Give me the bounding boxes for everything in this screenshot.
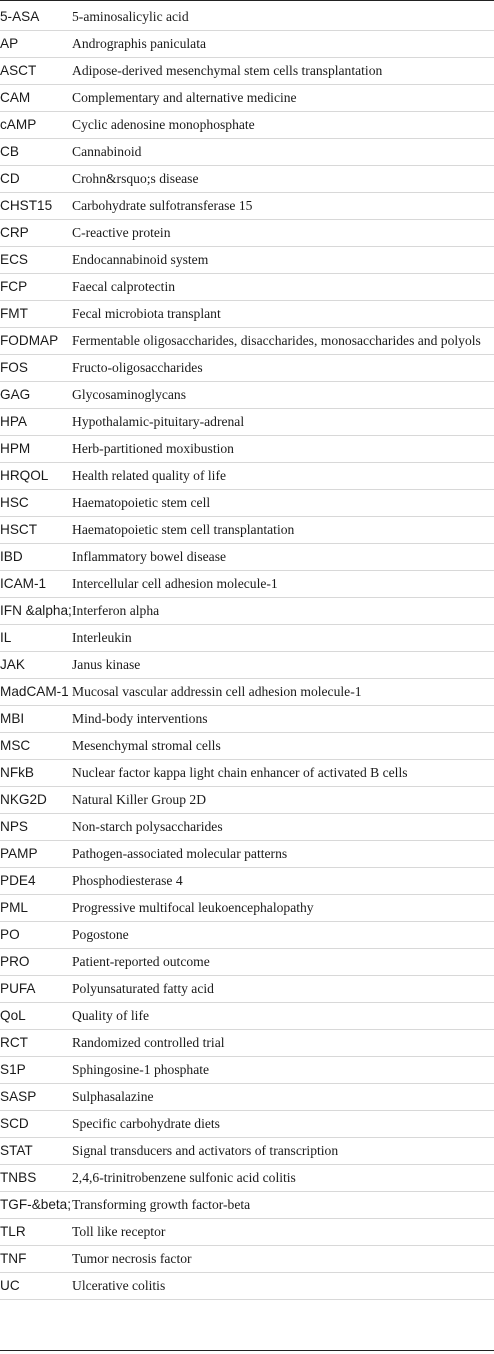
abbreviation-definition: Health related quality of life xyxy=(72,463,494,490)
abbreviation-term: SCD xyxy=(0,1111,72,1138)
table-row xyxy=(0,1165,494,1192)
abbreviation-definition: Non-starch polysaccharides xyxy=(72,814,494,841)
abbreviation-term: MadCAM-1 xyxy=(0,679,72,706)
abbreviation-definition: Mind-body interventions xyxy=(72,706,494,733)
abbreviation-term: NKG2D xyxy=(0,787,72,814)
table-row xyxy=(0,139,494,166)
abbreviation-definition: C-reactive protein xyxy=(72,220,494,247)
abbreviation-definition: Randomized controlled trial xyxy=(72,1030,494,1057)
abbreviation-definition: Natural Killer Group 2D xyxy=(72,787,494,814)
abbreviation-term: S1P xyxy=(0,1057,72,1084)
abbreviation-term: FOS xyxy=(0,355,72,382)
abbreviation-term: IBD xyxy=(0,544,72,571)
table-row xyxy=(0,85,494,112)
table-row xyxy=(0,922,494,949)
abbreviation-definition: Nuclear factor kappa light chain enhancer of activated B cells xyxy=(72,760,494,787)
abbreviation-term: TNBS xyxy=(0,1165,72,1192)
table-row xyxy=(0,1246,494,1273)
abbreviation-definition: Endocannabinoid system xyxy=(72,247,494,274)
table-row xyxy=(0,4,494,31)
abbreviation-term: CHST15 xyxy=(0,193,72,220)
abbreviation-definition: Mucosal vascular addressin cell adhesion molecule-1 xyxy=(72,679,494,706)
table-row xyxy=(0,679,494,706)
table-row xyxy=(0,733,494,760)
table-row xyxy=(0,355,494,382)
abbreviation-term: MSC xyxy=(0,733,72,760)
abbreviation-definition: Glycosaminoglycans xyxy=(72,382,494,409)
abbreviation-term: TNF xyxy=(0,1246,72,1273)
table-row xyxy=(0,193,494,220)
table-row xyxy=(0,787,494,814)
abbreviation-term: ECS xyxy=(0,247,72,274)
table-row xyxy=(0,1111,494,1138)
abbreviation-term: IFN &alpha; xyxy=(0,598,72,625)
abbreviation-term: MBI xyxy=(0,706,72,733)
table-row xyxy=(0,1273,494,1300)
table-row xyxy=(0,1057,494,1084)
abbreviation-definition: Toll like receptor xyxy=(72,1219,494,1246)
abbreviation-term: HPM xyxy=(0,436,72,463)
abbreviation-definition: Haematopoietic stem cell xyxy=(72,490,494,517)
abbreviation-term: FMT xyxy=(0,301,72,328)
table-row xyxy=(0,490,494,517)
table-row xyxy=(0,868,494,895)
abbreviation-definition: Fecal microbiota transplant xyxy=(72,301,494,328)
table-row xyxy=(0,544,494,571)
abbreviation-definition: Patient-reported outcome xyxy=(72,949,494,976)
abbreviation-definition: Intercellular cell adhesion molecule-1 xyxy=(72,571,494,598)
abbreviation-term: SASP xyxy=(0,1084,72,1111)
table-row xyxy=(0,895,494,922)
abbreviation-definition: Fermentable oligosaccharides, disaccharides, monosaccharides and polyols xyxy=(72,328,494,355)
abbreviation-term: cAMP xyxy=(0,112,72,139)
table-row xyxy=(0,517,494,544)
table-row xyxy=(0,1003,494,1030)
table-bottom-rule xyxy=(0,1350,494,1351)
abbreviation-definition: Transforming growth factor-beta xyxy=(72,1192,494,1219)
abbreviation-term: ASCT xyxy=(0,58,72,85)
abbreviation-term: FODMAP xyxy=(0,328,72,355)
abbreviation-definition: Progressive multifocal leukoencephalopathy xyxy=(72,895,494,922)
table-row xyxy=(0,1219,494,1246)
abbreviation-term: TLR xyxy=(0,1219,72,1246)
abbreviation-term: PML xyxy=(0,895,72,922)
table-row xyxy=(0,220,494,247)
abbreviation-definition: Phosphodiesterase 4 xyxy=(72,868,494,895)
table-row xyxy=(0,31,494,58)
abbreviation-term: HRQOL xyxy=(0,463,72,490)
abbreviation-definition: Cannabinoid xyxy=(72,139,494,166)
table-row xyxy=(0,1030,494,1057)
abbreviation-definition: Interleukin xyxy=(72,625,494,652)
abbreviation-definition: Hypothalamic-pituitary-adrenal xyxy=(72,409,494,436)
abbreviation-definition: Adipose-derived mesenchymal stem cells transplantation xyxy=(72,58,494,85)
abbreviation-term: STAT xyxy=(0,1138,72,1165)
table-row xyxy=(0,274,494,301)
abbreviation-term: GAG xyxy=(0,382,72,409)
table-row xyxy=(0,112,494,139)
abbreviation-definition: Tumor necrosis factor xyxy=(72,1246,494,1273)
abbreviation-definition: Signal transducers and activators of transcription xyxy=(72,1138,494,1165)
abbreviation-term: JAK xyxy=(0,652,72,679)
abbreviation-term: 5-ASA xyxy=(0,4,72,31)
abbreviation-definition: Mesenchymal stromal cells xyxy=(72,733,494,760)
abbreviations-table xyxy=(0,4,494,1300)
abbreviation-term: HSCT xyxy=(0,517,72,544)
table-row xyxy=(0,976,494,1003)
abbreviation-term: PDE4 xyxy=(0,868,72,895)
abbreviation-definition: Haematopoietic stem cell transplantation xyxy=(72,517,494,544)
abbreviation-definition: Fructo-oligosaccharides xyxy=(72,355,494,382)
abbreviation-term: PAMP xyxy=(0,841,72,868)
table-row xyxy=(0,625,494,652)
abbreviation-definition: Cyclic adenosine monophosphate xyxy=(72,112,494,139)
abbreviation-term: AP xyxy=(0,31,72,58)
abbreviation-term: PO xyxy=(0,922,72,949)
table-row xyxy=(0,166,494,193)
abbreviation-definition: Andrographis paniculata xyxy=(72,31,494,58)
table-row xyxy=(0,409,494,436)
table-row xyxy=(0,1138,494,1165)
abbreviation-term: PUFA xyxy=(0,976,72,1003)
table-row xyxy=(0,706,494,733)
table-row xyxy=(0,841,494,868)
table-row xyxy=(0,247,494,274)
abbreviation-definition: 2,4,6-trinitrobenzene sulfonic acid colitis xyxy=(72,1165,494,1192)
table-row xyxy=(0,301,494,328)
table-row xyxy=(0,571,494,598)
table-row xyxy=(0,949,494,976)
abbreviation-term: IL xyxy=(0,625,72,652)
table-top-rule xyxy=(0,0,494,1)
abbreviation-term: CRP xyxy=(0,220,72,247)
abbreviation-term: ICAM-1 xyxy=(0,571,72,598)
abbreviations-table-body xyxy=(0,4,494,1300)
table-row xyxy=(0,58,494,85)
abbreviation-definition: Quality of life xyxy=(72,1003,494,1030)
abbreviation-definition: Pogostone xyxy=(72,922,494,949)
abbreviation-definition: 5-aminosalicylic acid xyxy=(72,4,494,31)
abbreviation-definition: Faecal calprotectin xyxy=(72,274,494,301)
abbreviation-term: RCT xyxy=(0,1030,72,1057)
table-row xyxy=(0,463,494,490)
table-row xyxy=(0,436,494,463)
abbreviation-definition: Specific carbohydrate diets xyxy=(72,1111,494,1138)
table-row xyxy=(0,760,494,787)
table-row xyxy=(0,598,494,625)
abbreviation-term: NFkB xyxy=(0,760,72,787)
abbreviation-definition: Sulphasalazine xyxy=(72,1084,494,1111)
abbreviation-definition: Complementary and alternative medicine xyxy=(72,85,494,112)
abbreviation-definition: Polyunsaturated fatty acid xyxy=(72,976,494,1003)
abbreviation-term: CAM xyxy=(0,85,72,112)
abbreviation-term: QoL xyxy=(0,1003,72,1030)
abbreviation-definition: Interferon alpha xyxy=(72,598,494,625)
table-row xyxy=(0,328,494,355)
abbreviation-term: CD xyxy=(0,166,72,193)
table-row xyxy=(0,1192,494,1219)
abbreviation-term: FCP xyxy=(0,274,72,301)
abbreviation-term: HPA xyxy=(0,409,72,436)
table-row xyxy=(0,382,494,409)
abbreviation-definition: Herb-partitioned moxibustion xyxy=(72,436,494,463)
abbreviation-term: PRO xyxy=(0,949,72,976)
abbreviation-definition: Janus kinase xyxy=(72,652,494,679)
abbreviation-definition: Crohn&rsquo;s disease xyxy=(72,166,494,193)
abbreviation-term: NPS xyxy=(0,814,72,841)
table-row xyxy=(0,652,494,679)
abbreviation-definition: Ulcerative colitis xyxy=(72,1273,494,1300)
abbreviation-definition: Inflammatory bowel disease xyxy=(72,544,494,571)
abbreviation-term: UC xyxy=(0,1273,72,1300)
abbreviation-term: HSC xyxy=(0,490,72,517)
abbreviation-definition: Pathogen-associated molecular patterns xyxy=(72,841,494,868)
table-row xyxy=(0,814,494,841)
abbreviation-term: TGF-&beta; xyxy=(0,1192,72,1219)
abbreviation-definition: Carbohydrate sulfotransferase 15 xyxy=(72,193,494,220)
table-row xyxy=(0,1084,494,1111)
abbreviation-term: CB xyxy=(0,139,72,166)
abbreviation-definition: Sphingosine-1 phosphate xyxy=(72,1057,494,1084)
